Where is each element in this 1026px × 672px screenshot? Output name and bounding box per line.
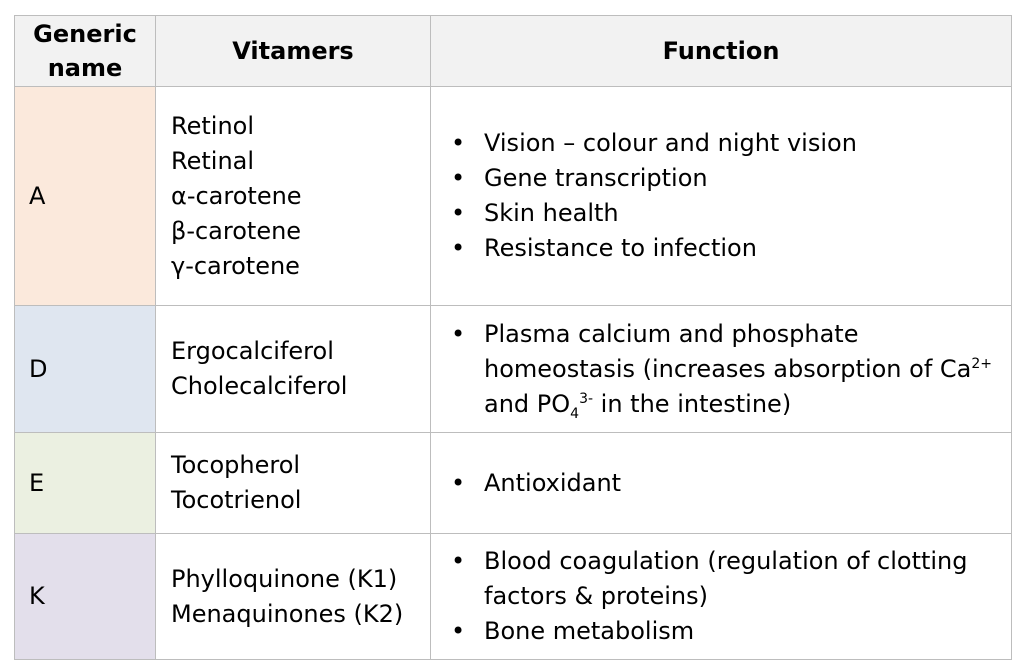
vitamers-cell [156,87,431,306]
function-item: • Vision – colour and night vision [451,126,1003,161]
bullet-icon: • [451,129,466,157]
vitamer: β-carotene [171,216,302,245]
bullet-icon: • [451,234,466,262]
vitamin-table [14,15,1012,660]
bullet-icon: • [451,164,466,192]
function-cell [431,534,1012,660]
header-function: Function [431,16,1012,87]
header-generic-name: Generic name [15,16,156,87]
vitamer: γ-carotene [171,251,300,280]
function-item: • Skin health [451,196,1003,231]
table-row [15,87,1012,306]
function-list [451,544,1003,649]
bullet-icon: • [451,468,466,497]
vitamer: Retinol [171,111,255,140]
generic-name-cell: K [15,534,156,660]
generic-name-cell: D [15,306,156,433]
function-item: • Resistance to infection [451,231,1003,266]
function-cell [431,87,1012,306]
bullet-icon: • [451,547,466,575]
vitamers-cell [156,534,431,660]
function-cell [431,433,1012,534]
vitamer: Retinal [171,146,255,175]
vitamer: Tocopherol [171,451,301,479]
function-cell [431,306,1012,433]
bullet-icon: • [451,617,466,645]
bullet-icon: • [451,199,466,227]
function-item: • Gene transcription [451,161,1003,196]
vitamer: α-carotene [171,181,302,210]
function-item: • Bone metabolism [451,614,1003,649]
generic-name-cell: A [15,87,156,306]
function-item: • Plasma calcium and phosphate homeostasis (increases absorption of $Ca^{2+}$ and $PO_4^{3-}$ in the intestine) [451,317,1003,422]
vitamer: Cholecalciferol [171,372,348,400]
vitamer: Phylloquinone (K1) [171,564,398,593]
header-row [15,16,1012,87]
function-list [451,126,1003,266]
vitamer: Menaquinones (K2) [171,599,404,628]
table-row [15,433,1012,534]
bullet-icon: • [451,319,466,348]
function-item: • Antioxidant [451,466,1003,501]
function-list [451,317,1003,422]
function-list [451,466,1003,501]
table-row [15,306,1012,433]
vitamers-cell [156,433,431,534]
vitamer: Ergocalciferol [171,337,334,365]
vitamer: Tocotrienol [171,486,302,514]
header-vitamers: Vitamers [156,16,431,87]
vitamers-cell [156,306,431,433]
generic-name-cell: E [15,433,156,534]
table-row [15,534,1012,660]
function-item: • Blood coagulation (regulation of clotting factors & proteins) [451,544,1003,614]
